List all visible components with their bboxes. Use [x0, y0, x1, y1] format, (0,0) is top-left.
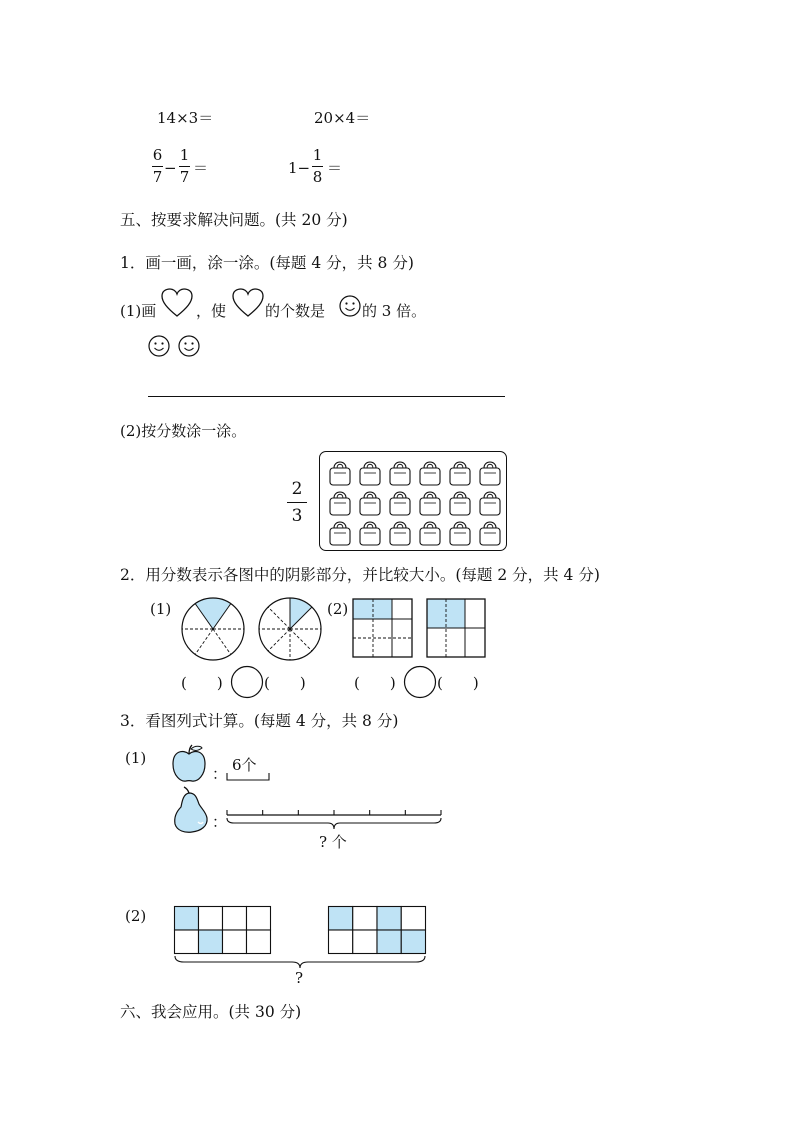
calc-14x3: 14×3＝ — [157, 109, 214, 127]
answer-line[interactable] — [148, 396, 505, 397]
grid-cell — [199, 907, 223, 931]
grid-diagram-1[interactable] — [174, 906, 271, 954]
q2-title: 2．用分数表示各图中的阴影部分，并比较大小。(每题 2 分，共 4 分) — [120, 566, 600, 584]
bag-icon[interactable] — [330, 492, 350, 515]
square-diagram-1[interactable] — [353, 599, 412, 657]
grid-cell — [175, 907, 199, 931]
fraction-1-8: 1 8 — [312, 146, 323, 186]
compare-circle[interactable] — [230, 665, 264, 699]
q1-part2-title: (2)按分数涂一涂。 — [120, 422, 247, 440]
colon: ： — [212, 765, 228, 783]
bag-icon[interactable] — [450, 462, 470, 485]
bag-icon[interactable] — [420, 492, 440, 515]
bag-icon[interactable] — [390, 462, 410, 485]
grid-cell — [247, 930, 271, 954]
answer-paren[interactable]: ( ) — [437, 674, 479, 692]
q2-label-1: (1) — [150, 600, 172, 618]
bag-icon[interactable] — [360, 522, 380, 545]
compare-circle[interactable] — [403, 665, 437, 699]
q1-part1-tail: 的 3 倍。 — [362, 302, 427, 320]
q3-label-2: (2) — [125, 907, 147, 925]
bag-icon[interactable] — [450, 522, 470, 545]
grid-cell — [199, 930, 223, 954]
equals-sign: ＝ — [193, 159, 209, 177]
answer-paren[interactable]: ( ) — [264, 674, 306, 692]
smiley-icon — [148, 335, 170, 357]
square-diagram-2[interactable] — [427, 599, 485, 657]
section-5-title: 五、按要求解决问题。(共 20 分) — [120, 211, 348, 229]
total-brace — [174, 955, 426, 969]
q2-label-2: (2) — [327, 600, 349, 618]
heart-icon — [161, 288, 193, 318]
fraction-2-3: 2 3 — [287, 479, 307, 526]
answer-paren[interactable]: ( ) — [354, 674, 396, 692]
q1-title: 1．画一画，涂一涂。(每题 4 分，共 8 分) — [120, 254, 414, 272]
bag-icon[interactable] — [480, 492, 500, 515]
grid-cell — [329, 930, 353, 954]
apple-count: 6个 — [232, 756, 257, 774]
grid-cell — [353, 907, 377, 931]
question-mark: ? — [295, 969, 304, 987]
shaded-slice — [290, 598, 312, 629]
bag-icon[interactable] — [420, 522, 440, 545]
pear-icon — [172, 786, 210, 834]
bag-icon[interactable] — [330, 462, 350, 485]
bag-icon[interactable] — [390, 492, 410, 515]
bag-icon[interactable] — [450, 492, 470, 515]
one-minus: 1− — [288, 159, 311, 177]
grid-cell — [353, 930, 377, 954]
bag-grid — [319, 451, 507, 551]
grid-cell — [223, 930, 247, 954]
fraction-1-7: 1 7 — [179, 146, 190, 186]
q1-part1-count: 的个数是 — [265, 302, 326, 320]
grid-cell — [247, 907, 271, 931]
circle-diagram-2[interactable] — [258, 597, 322, 661]
grid-cell — [401, 930, 425, 954]
bag-icon[interactable] — [390, 522, 410, 545]
bag-icon[interactable] — [420, 462, 440, 485]
smiley-icon — [178, 335, 200, 357]
minus-sign: − — [164, 159, 177, 177]
section-6-title: 六、我会应用。(共 30 分) — [120, 1003, 302, 1021]
grid-cell — [377, 930, 401, 954]
bag-icon[interactable] — [360, 462, 380, 485]
grid-cell — [329, 907, 353, 931]
bag-icon[interactable] — [480, 522, 500, 545]
answer-paren[interactable]: ( ) — [181, 674, 223, 692]
q3-label-1: (1) — [125, 749, 147, 767]
heart-icon — [232, 288, 264, 318]
q1-part1-mid: ，使 — [196, 302, 227, 320]
question-count: ? 个 — [319, 833, 347, 851]
grid-diagram-2[interactable] — [328, 906, 426, 954]
q3-title: 3．看图列式计算。(每题 4 分，共 8 分) — [120, 712, 399, 730]
grid-cell — [223, 907, 247, 931]
equals-sign-2: ＝ — [327, 159, 343, 177]
grid-cell — [175, 930, 199, 954]
grid-cell — [377, 907, 401, 931]
apple-icon — [171, 744, 207, 784]
bag-icon[interactable] — [360, 492, 380, 515]
fraction-6-7: 6 7 — [152, 146, 163, 186]
colon: ： — [212, 813, 228, 831]
smiley-icon — [339, 295, 361, 317]
bag-icon[interactable] — [330, 522, 350, 545]
apple-bracket — [226, 772, 270, 782]
grid-cell — [401, 907, 425, 931]
circle-diagram-1[interactable] — [181, 597, 245, 661]
bag-icon[interactable] — [480, 462, 500, 485]
calc-20x4: 20×4＝ — [314, 109, 371, 127]
q1-part1-lead: (1)画 — [120, 302, 157, 320]
